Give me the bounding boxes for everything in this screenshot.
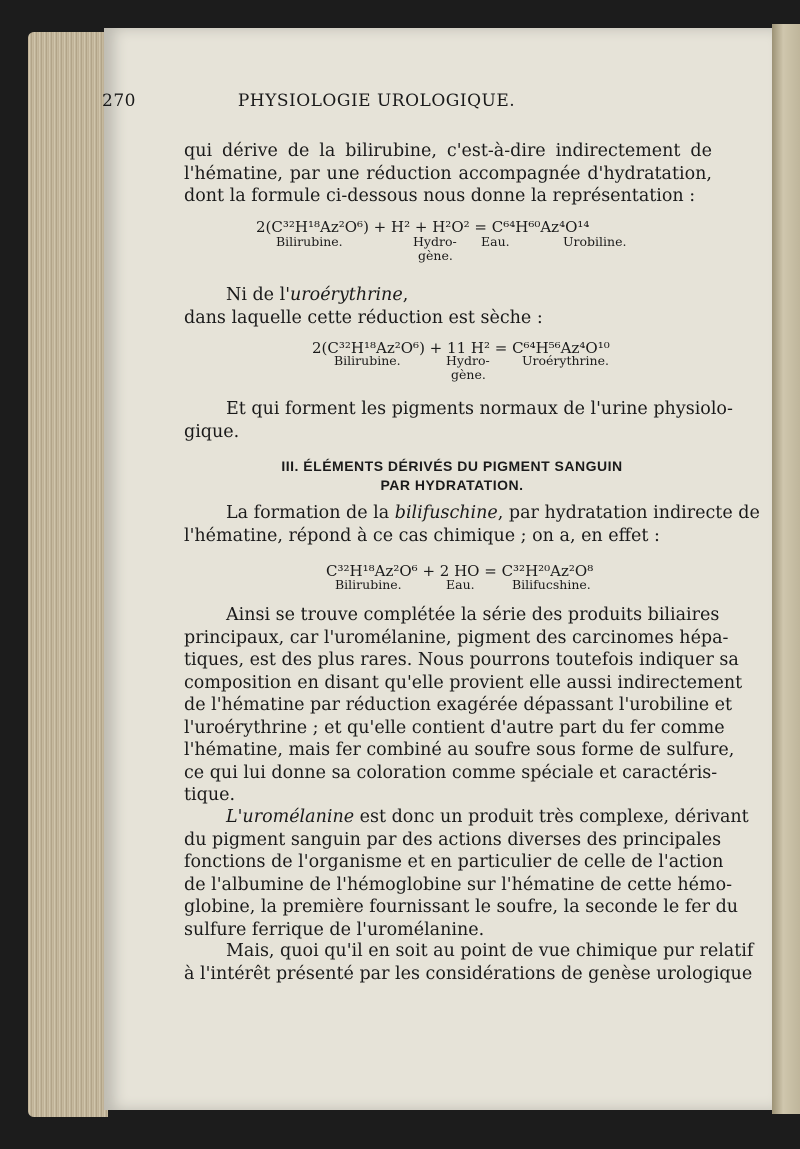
text-line: Mais, quoi qu'il en soit au point de vue chimique pur relatif bbox=[226, 941, 754, 961]
text-line: fonctions de l'organisme et en particulier de celle de l'action bbox=[184, 852, 724, 872]
paragraph-7 bbox=[184, 940, 754, 985]
text-line: Ni de l'uroérythrine, bbox=[226, 285, 409, 305]
page-number: 270 bbox=[102, 91, 136, 111]
text-line: Et qui forment les pigments normaux de l'urine physiolo- bbox=[226, 399, 733, 419]
text-line: dont la formule ci-dessous nous donne la représentation : bbox=[184, 186, 696, 206]
formula-bilifuschine: C³²H¹⁸Az²O⁶ + 2 HO = C³²H²⁰Az²O⁸ bbox=[326, 562, 594, 580]
caption-eau: Eau. bbox=[481, 234, 510, 249]
text-line: de l'albumine de l'hémoglobine sur l'hématine de cette hémo- bbox=[184, 874, 733, 895]
caption-bilirubine: Bilirubine. bbox=[276, 234, 343, 249]
text-line: l'hématine, répond à ce cas chimique ; on a, en effet : bbox=[184, 525, 660, 546]
caption-hydrogene-1: Hydro- bbox=[413, 234, 457, 249]
text-line: tique. bbox=[184, 785, 236, 805]
text-line: dans laquelle cette réduction est sèche : bbox=[184, 307, 543, 328]
text-line: globine, la première fournissant le soufre, la seconde le fer du bbox=[184, 897, 739, 917]
text-line: du pigment sanguin par des actions diverses des principales bbox=[184, 829, 722, 850]
caption-bilirubine-3: Bilirubine. bbox=[335, 577, 402, 592]
term-uromelanine: L'uromélanine bbox=[226, 807, 355, 827]
paragraph-5 bbox=[184, 604, 743, 807]
running-head-title: PHYSIOLOGIE UROLOGIQUE. bbox=[237, 91, 516, 111]
caption-hydrogene-3: Hydro- bbox=[446, 353, 490, 368]
text-line: principaux, car l'uromélanine, pigment des carcinomes hépa- bbox=[184, 627, 729, 648]
caption-hydrogene-4: gène. bbox=[451, 367, 486, 382]
text-line: l'hématine, par une réduction accompagnée d'hydratation, bbox=[184, 163, 712, 184]
text-line: Ainsi se trouve complétée la série des produits biliaires bbox=[226, 605, 720, 625]
caption-uroerythrine: Uroérythrine. bbox=[522, 353, 609, 368]
text-line: L'uromélanine est donc un produit très complexe, dérivant bbox=[226, 807, 749, 827]
text-line: gique. bbox=[184, 421, 240, 442]
text-line: composition en disant qu'elle provient elle aussi indirectement bbox=[184, 672, 743, 693]
text-line: ce qui lui donne sa coloration comme spéciale et caractéris- bbox=[184, 762, 718, 783]
text-line: tiques, est des plus rares. Nous pourrons toutefois indiquer sa bbox=[184, 650, 739, 670]
text-line: sulfure ferrique de l'uromélanine. bbox=[184, 919, 485, 940]
text-line: de l'hématine par réduction exagérée dépassant l'urobiline et bbox=[184, 695, 733, 715]
formula-uroerythrine: 2(C³²H¹⁸Az²O⁶) + 11 H² = C⁶⁴H⁵⁶Az⁴O¹⁰ bbox=[312, 339, 610, 357]
paragraph-6 bbox=[184, 806, 749, 941]
text-line: à l'intérêt présenté par les considérations de genèse urologique bbox=[184, 963, 753, 984]
caption-eau-2: Eau. bbox=[446, 577, 475, 592]
paragraph-1 bbox=[184, 140, 712, 208]
formula-urobiline: 2(C³²H¹⁸Az²O⁶) + H² + H²O² = C⁶⁴H⁶⁰Az⁴O¹⁴ bbox=[256, 218, 590, 236]
section-heading: III. ÉLÉMENTS DÉRIVÉS DU PIGMENT SANGUIN PAR HYDRATATION. bbox=[281, 458, 623, 493]
caption-hydrogene-2: gène. bbox=[418, 248, 453, 263]
caption-bilirubine-2: Bilirubine. bbox=[334, 353, 401, 368]
paragraph-4 bbox=[184, 502, 760, 547]
text-line: l'hématine, mais fer combiné au soufre sous forme de sulfure, bbox=[184, 740, 735, 760]
caption-urobiline: Urobiline. bbox=[563, 234, 627, 249]
caption-bilifucshine: Bilifucshine. bbox=[512, 577, 591, 592]
text-line: La formation de la bilifuschine, par hydratation indirecte de bbox=[226, 503, 760, 523]
running-header bbox=[102, 91, 515, 111]
text-line: l'uroérythrine ; et qu'elle contient d'autre part du fer comme bbox=[184, 717, 725, 738]
term-uroerythrine: uroérythrine bbox=[290, 285, 403, 305]
term-bilifuschine: bilifuschine bbox=[394, 503, 498, 523]
text-line: qui dérive de la bilirubine, c'est-à-dire indirectement de bbox=[184, 141, 712, 161]
paragraph-3 bbox=[184, 398, 733, 443]
paragraph-2 bbox=[184, 284, 712, 329]
